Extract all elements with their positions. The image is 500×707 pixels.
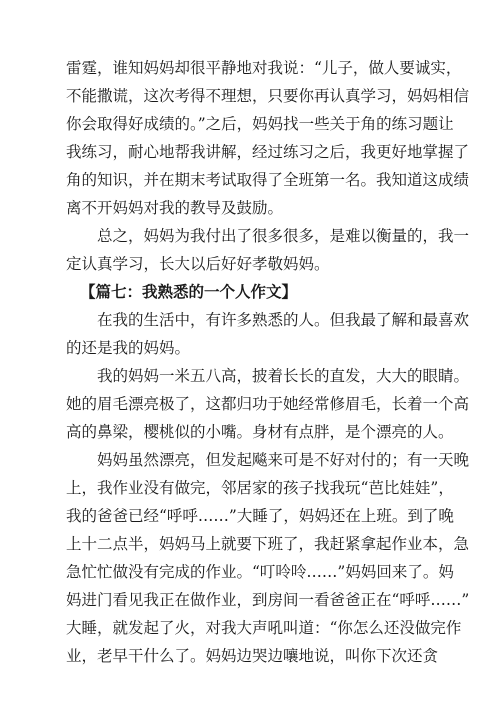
text-line: 上，我作业没有做完，邻居家的孩子找我玩“芭比娃娃”，: [66, 479, 454, 497]
text-line: 离不开妈妈对我的教导及鼓励。: [66, 199, 284, 217]
paragraph: [66, 222, 470, 278]
text-line: 我练习，耐心地帮我讲解，经过练习之后，我更好地掌握了: [66, 143, 470, 161]
text-line: 我的爸爸已经“呼呼……”大睡了，妈妈还在上班。到了晚: [66, 507, 454, 525]
text-line: 不能撒谎，这次考得不理想，只要你再认真学习，妈妈相信: [66, 87, 470, 105]
text-line: 业，老早干什么了。妈妈边哭边嚷地说，叫你下次还贪: [66, 647, 439, 665]
text-line: 大睡，就发起了火，对我大声吼叫道：“你怎么还没做完作: [66, 619, 462, 637]
text-line: 角的知识，并在期末考试取得了全班第一名。我知道这成绩: [66, 171, 470, 189]
text-line: 你会取得好成绩的。”之后，妈妈找一些关于角的练习题让: [66, 115, 454, 133]
document-page: [66, 54, 470, 670]
text-line: 我的妈妈一米五八高，披着长长的直发，大大的眼睛。: [97, 367, 470, 385]
text-line: 妈进门看见我正在做作业，到房间一看爸爸正在“呼呼……”: [66, 591, 470, 609]
text-line: 上十二点半，妈妈马上就要下班了，我赶紧拿起作业本，急: [66, 535, 470, 553]
section-heading: 【篇七：我熟悉的一个人作文】: [80, 282, 298, 301]
text-line: 急忙忙做没有完成的作业。“叮呤呤……”妈妈回来了。妈: [66, 563, 454, 581]
text-line: 妈妈虽然漂亮，但发起飚来可是不好对付的；有一天晚: [97, 451, 470, 469]
text-line: 高的鼻梁，樱桃似的小嘴。身材有点胖，是个漂亮的人。: [66, 423, 454, 441]
text-line: 的还是我的妈妈。: [66, 339, 191, 357]
text-line: 她的眉毛漂亮极了，这都归功于她经常修眉毛，长着一个高: [66, 395, 470, 413]
text-line: 定认真学习，长大以后好好孝敬妈妈。: [66, 255, 330, 273]
paragraph: [66, 54, 470, 222]
paragraph: [66, 446, 470, 670]
paragraph: [66, 362, 470, 446]
text-line: 在我的生活中，有许多熟悉的人。但我最了解和最喜欢: [97, 311, 470, 329]
text-line: 雷霆，谁知妈妈却很平静地对我说：“儿子，做人要诚实，: [66, 59, 462, 77]
text-line: 总之，妈妈为我付出了很多很多，是难以衡量的，我一: [97, 227, 470, 245]
paragraph: [66, 306, 470, 362]
